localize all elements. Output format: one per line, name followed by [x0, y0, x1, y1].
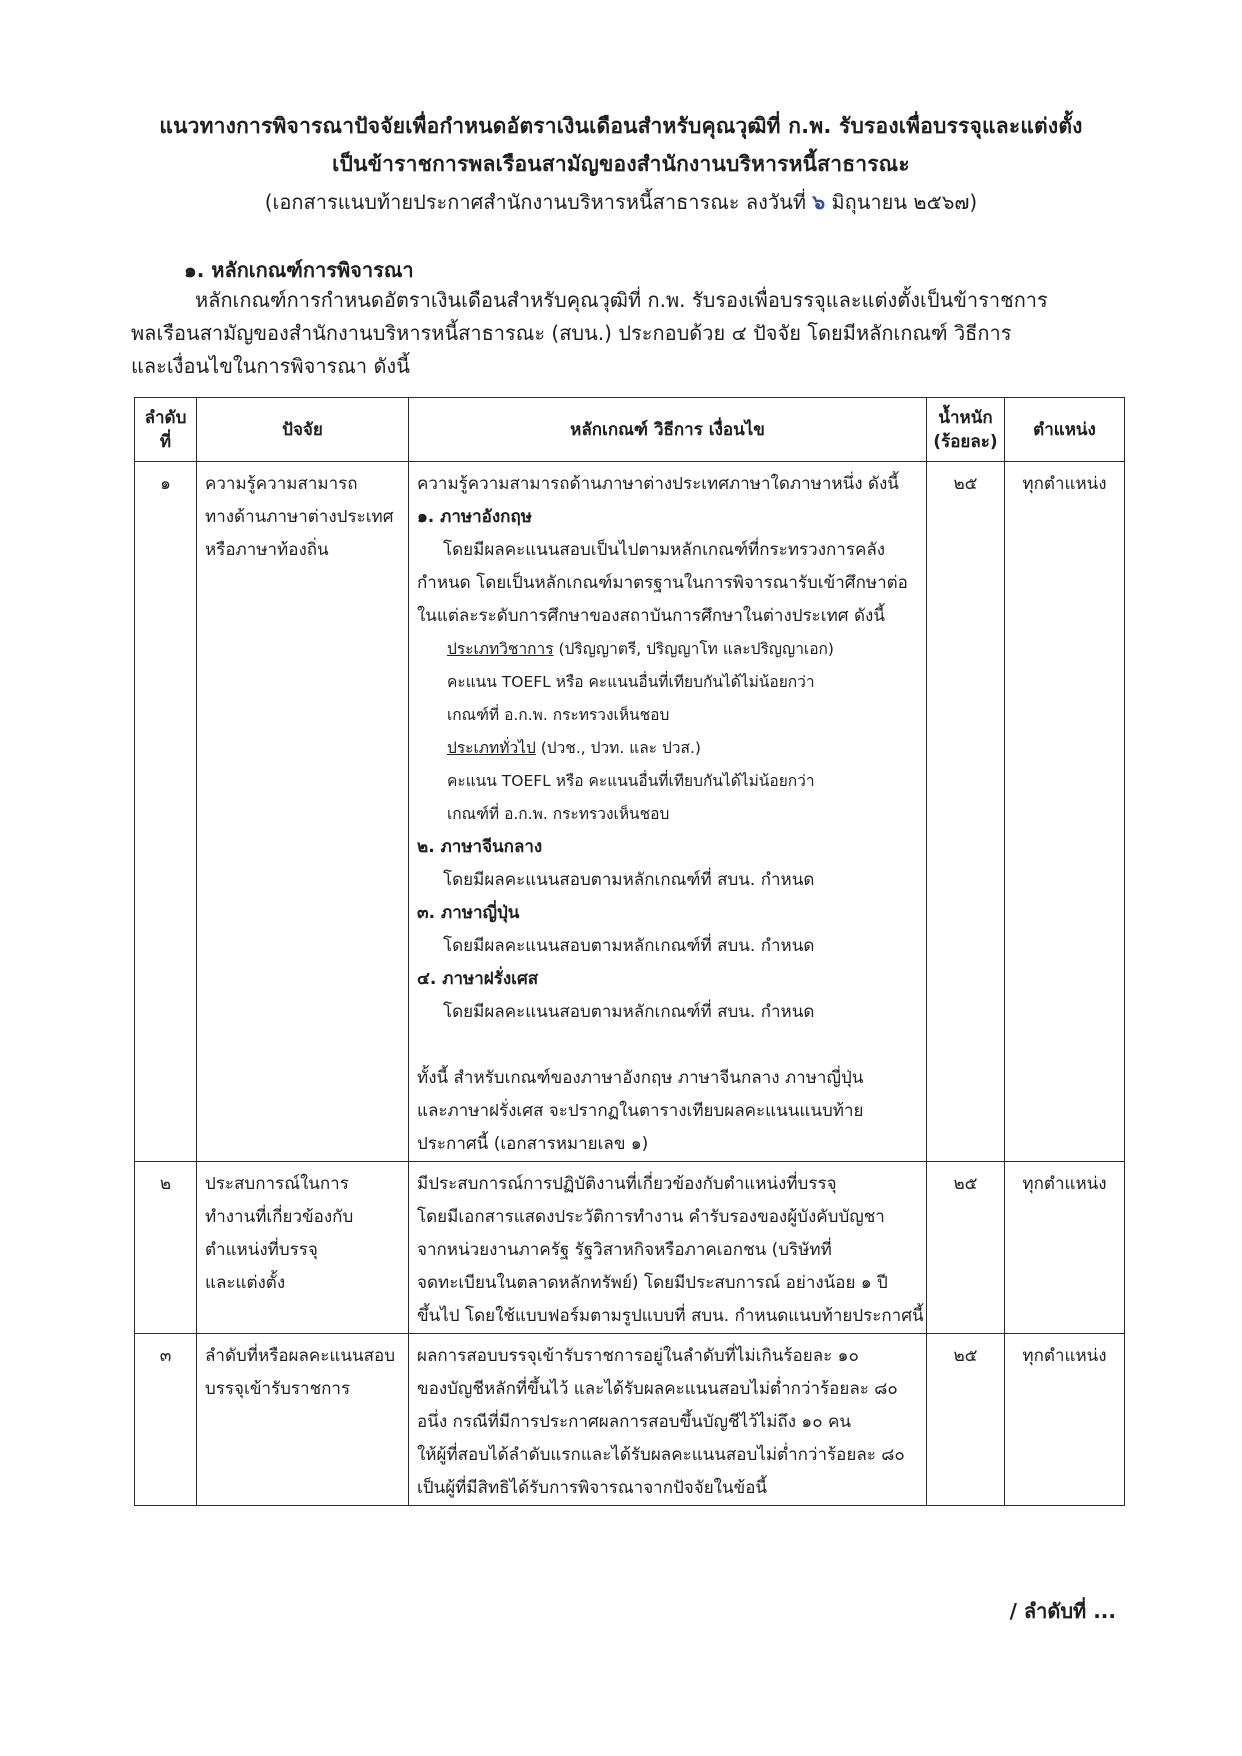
row1-factor: ความรู้ความสามารถ ทางด้านภาษาต่างประเทศ หรือภาษาท้องถิ่น	[197, 462, 409, 1162]
document-title-line1: แนวทางการพิจารณาปัจจัยเพื่อกำหนดอัตราเงินเดือนสำหรับคุณวุฒิที่ ก.พ. รับรองเพื่อบรรจุและแต่งตั้ง	[159, 114, 1083, 138]
row3-factor: ลำดับที่หรือผลคะแนนสอบ บรรจุเข้ารับราชการ	[197, 1334, 409, 1506]
row3-position: ทุกตำแหน่ง	[1005, 1334, 1125, 1506]
table-row	[135, 1162, 1125, 1334]
row1-weight: ๒๕	[927, 462, 1005, 1162]
table-header-row	[135, 398, 1125, 462]
header-no: ลำดับ ที่	[135, 398, 197, 462]
header-criteria: หลักเกณฑ์ วิธีการ เงื่อนไข	[409, 398, 927, 462]
row2-factor: ประสบการณ์ในการ ทำงานที่เกี่ยวข้องกับ ตำแหน่งที่บรรจุ และแต่งตั้ง	[197, 1162, 409, 1334]
row1-criteria: ความรู้ความสามารถด้านภาษาต่างประเทศภาษาใดภาษาหนึ่ง ดังนี้ ๑. ภาษาอังกฤษ โดยมีผลคะแนนสอบเป็นไปตามหลักเกณฑ์ที่กระทรวงการคลัง กำหนด โดยเป็นหลักเกณฑ์มาตรฐานในการพิจารณารับเข้าศึกษาต่อ ในแต่ละระดับการศึกษาของสถาบันการศึกษาในต่างประเทศ ดังนี้ ประเภทวิชาการ (ปริญญาตรี, ปริญญาโท และปริญญาเอก) คะแนน TOEFL หรือ คะแนนอื่นที่เทียบกันได้ไม่น้อยกว่า เกณฑ์ที่ อ.ก.พ. กระทรวงเห็นชอบ ประเภททั่วไป (ปวช., ปวท. และ ปวส.) คะแนน TOEFL หรือ คะแนนอื่นที่เทียบกันได้ไม่น้อยกว่า เกณฑ์ที่ อ.ก.พ. กระทรวงเห็นชอบ ๒. ภาษาจีนกลาง โดยมีผลคะแนนสอบตามหลักเกณฑ์ที่ สบน. กำหนด ๓. ภาษาญี่ปุ่น โดยมีผลคะแนนสอบตามหลักเกณฑ์ที่ สบน. กำหนด ๔. ภาษาฝรั่งเศส โดยมีผลคะแนนสอบตามหลักเกณฑ์ที่ สบน. กำหนด ทั้งนี้ สำหรับเกณฑ์ของภาษาอังกฤษ ภาษาจีนกลาง ภาษาญี่ปุ่น และภาษาฝรั่งเศส จะปรากฏในตารางเทียบผลคะแนนแนบท้าย ประกาศนี้ (เอกสารหมายเลข ๑)	[409, 462, 927, 1162]
row2-criteria: มีประสบการณ์การปฏิบัติงานที่เกี่ยวข้องกับตำแหน่งที่บรรจุ โดยมีเอกสารแสดงประวัติการทำงาน คำรับรองของผู้บังคับบัญชา จากหน่วยงานภาครัฐ รัฐวิสาหกิจหรือภาคเอกชน (บริษัทที่ จดทะเบียนในตลาดหลักทรัพย์) โดยมีประสบการณ์ อย่างน้อย ๑ ปี ขึ้นไป โดยใช้แบบฟอร์มตามรูปแบบที่ สบน. กำหนดแนบท้ายประกาศนี้	[409, 1162, 927, 1334]
subtitle-prefix: (เอกสารแนบท้ายประกาศสำนักงานบริหารหนี้สาธารณะ ลงวันที่	[264, 190, 807, 214]
row3-weight: ๒๕	[927, 1334, 1005, 1506]
row2-position: ทุกตำแหน่ง	[1005, 1162, 1125, 1334]
intro-line-3: และเงื่อนไขในการพิจารณา ดังนี้	[131, 354, 410, 378]
criteria-table	[134, 397, 1125, 1506]
intro-line-2: พลเรือนสามัญของสำนักงานบริหารหนี้สาธารณะ (สบน.) ประกอบด้วย ๔ ปัจจัย โดยมีหลักเกณฑ์ วิธีการ	[131, 321, 1012, 345]
subtitle-suffix: มิถุนายน ๒๕๖๗)	[831, 190, 978, 214]
table-row	[135, 1334, 1125, 1506]
row3-criteria: ผลการสอบบรรจุเข้ารับราชการอยู่ในลำดับที่ไม่เกินร้อยละ ๑๐ ของบัญชีหลักที่ขึ้นไว้ และได้รับผลคะแนนสอบไม่ต่ำกว่าร้อยละ ๘๐ อนึ่ง กรณีที่มีการประกาศผลการสอบขึ้นบัญชีไว้ไม่ถึง ๑๐ คน ให้ผู้ที่สอบได้ลำดับแรกและได้รับผลคะแนนสอบไม่ต่ำกว่าร้อยละ ๘๐ เป็นผู้ที่มีสิทธิได้รับการพิจารณาจากปัจจัยในข้อนี้	[409, 1334, 927, 1506]
intro-paragraph	[131, 284, 1116, 383]
document-subtitle	[0, 186, 1242, 218]
row1-position: ทุกตำแหน่ง	[1005, 462, 1125, 1162]
section-heading: ๑. หลักเกณฑ์การพิจารณา	[184, 258, 414, 282]
header-position: ตำแหน่ง	[1005, 398, 1125, 462]
row1-no: ๑	[135, 462, 197, 1162]
page-continuation-footer: / ลำดับที่ ...	[1009, 1599, 1116, 1623]
header-factor: ปัจจัย	[197, 398, 409, 462]
table-row	[135, 462, 1125, 1162]
subtitle-day-handwritten: ๖	[812, 190, 826, 214]
row2-no: ๒	[135, 1162, 197, 1334]
header-weight: น้ำหนัก (ร้อยละ)	[927, 398, 1005, 462]
document-title-line2: เป็นข้าราชการพลเรือนสามัญของสำนักงานบริหารหนี้สาธารณะ	[332, 152, 910, 176]
intro-line-1: หลักเกณฑ์การกำหนดอัตราเงินเดือนสำหรับคุณวุฒิที่ ก.พ. รับรองเพื่อบรรจุและแต่งตั้งเป็นข้าราชการ	[195, 288, 1048, 312]
row3-no: ๓	[135, 1334, 197, 1506]
row2-weight: ๒๕	[927, 1162, 1005, 1334]
